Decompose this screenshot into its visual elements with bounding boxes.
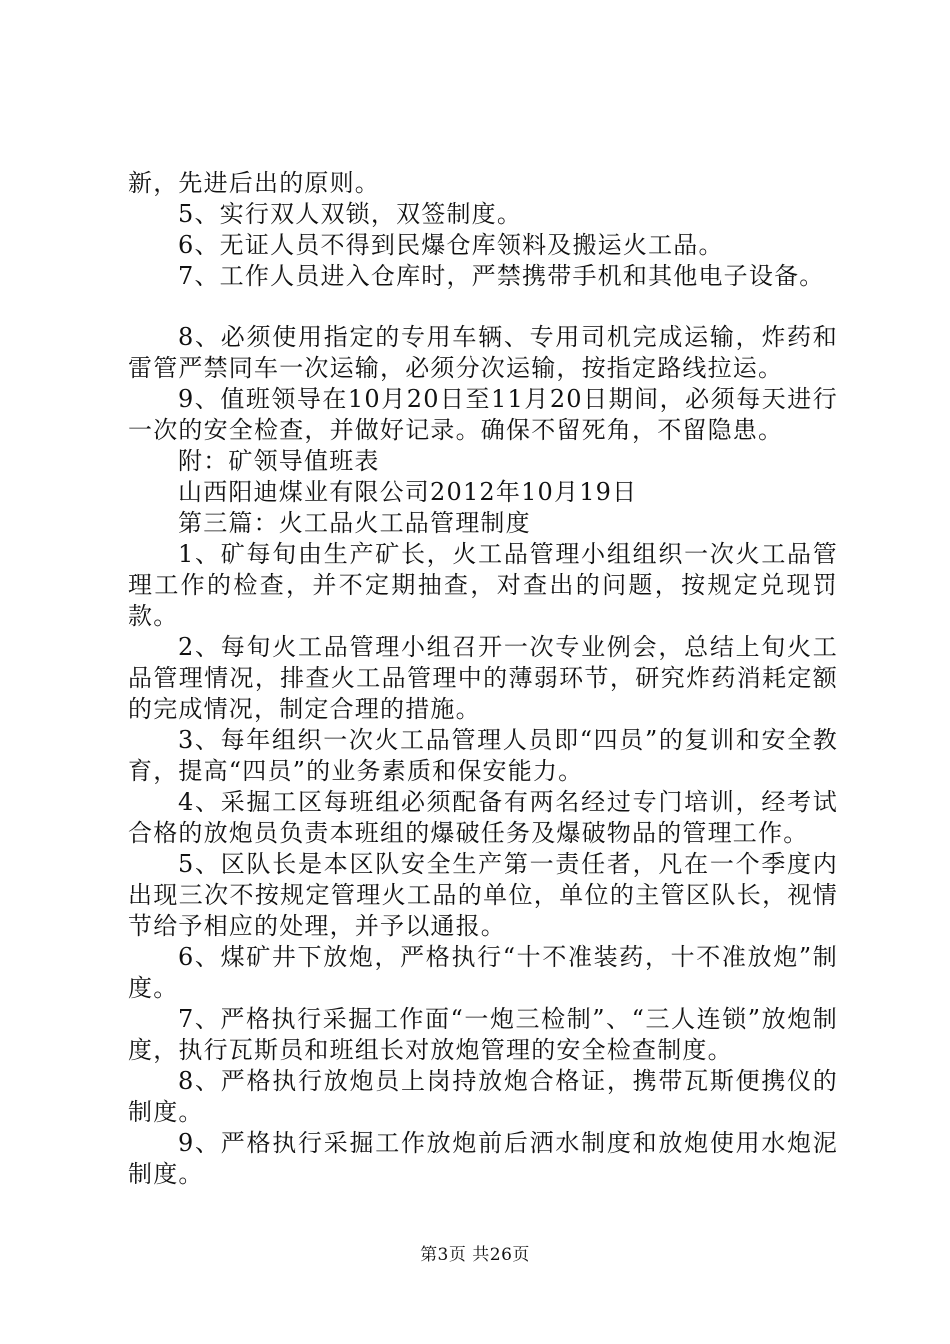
paragraph-item-8: 8、必须使用指定的专用车辆、专用司机完成运输，炸药和雷管严禁同车一次运输，必须分次运输，按指定路线拉运。 — [128, 323, 838, 382]
rule-item-9: 9、严格执行采掘工作放炮前后洒水制度和放炮使用水炮泥制度。 — [128, 1129, 838, 1188]
paragraph-continuation: 新，先进后出的原则。 — [128, 169, 380, 197]
paragraph-attachment: 附：矿领导值班表 — [178, 447, 380, 475]
paragraph-signature: 山西阳迪煤业有限公司2012年10月19日 — [178, 478, 638, 506]
rule-item-1: 1、矿每旬由生产矿长，火工品管理小组组织一次火工品管理工作的检查，并不定期抽查，对查出的问题，按规定兑现罚款。 — [128, 540, 838, 630]
paragraph-item-9: 9、值班领导在10月20日至11月20日期间，必须每天进行一次的安全检查，并做好记录。确保不留死角，不留隐患。 — [128, 385, 838, 444]
rule-item-5: 5、区队长是本区队安全生产第一责任者，凡在一个季度内出现三次不按规定管理火工品的单位，单位的主管区队长，视情节给予相应的处理，并予以通报。 — [128, 850, 838, 940]
rule-item-3: 3、每年组织一次火工品管理人员即“四员”的复训和安全教育，提高“四员”的业务素质和保安能力。 — [128, 726, 838, 785]
paragraph-spacer — [128, 292, 838, 322]
rule-item-6: 6、煤矿井下放炮，严格执行“十不准装药，十不准放炮”制度。 — [128, 943, 838, 1002]
rule-item-2: 2、每旬火工品管理小组召开一次专业例会，总结上旬火工品管理情况，排查火工品管理中的薄弱环节，研究炸药消耗定额的完成情况，制定合理的措施。 — [128, 633, 838, 723]
page-footer — [0, 1240, 950, 1265]
rule-item-7: 7、严格执行采掘工作面“一炮三检制”、“三人连锁”放炮制度，执行瓦斯员和班组长对放炮管理的安全检查制度。 — [128, 1005, 838, 1064]
page-number-label: 第3页 共26页 — [420, 1245, 530, 1265]
paragraph-item-6: 6、无证人员不得到民爆仓库领料及搬运火工品。 — [178, 231, 724, 259]
paragraph-item-7: 7、工作人员进入仓库时，严禁携带手机和其他电子设备。 — [178, 262, 825, 290]
rule-item-8: 8、严格执行放炮员上岗持放炮合格证，携带瓦斯便携仪的制度。 — [128, 1067, 838, 1126]
section-heading: 第三篇：火工品火工品管理制度 — [178, 509, 531, 537]
rule-item-4: 4、采掘工区每班组必须配备有两名经过专门培训，经考试合格的放炮员负责本班组的爆破任务及爆破物品的管理工作。 — [128, 788, 838, 847]
document-body — [128, 168, 838, 1190]
paragraph-item-5: 5、实行双人双锁，双签制度。 — [178, 200, 523, 228]
